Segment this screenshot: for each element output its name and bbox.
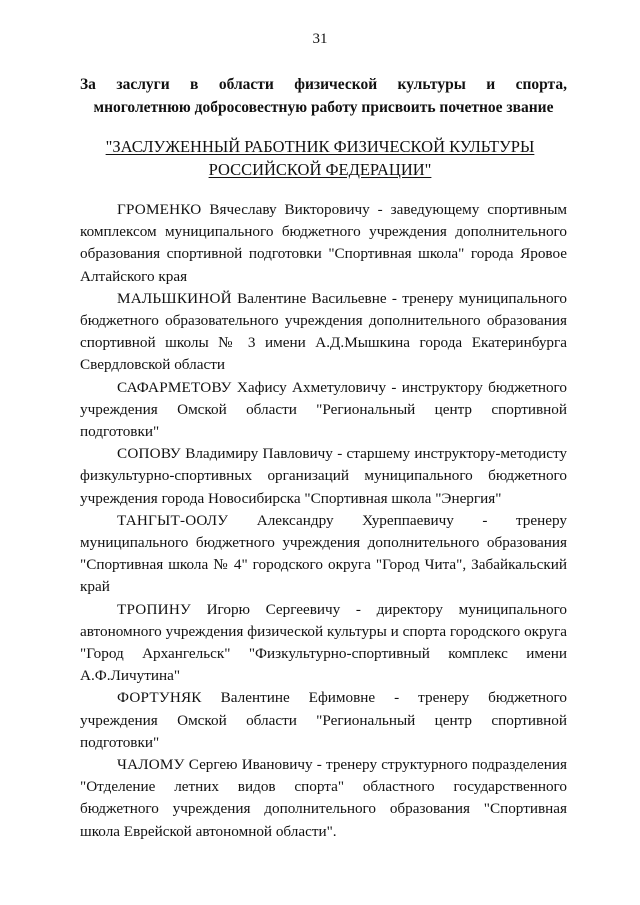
awardee-list [80, 199, 567, 843]
intro-line-2: многолетнюю добросовестную работу присвоить почетное звание [93, 99, 554, 116]
awardee-surname: МАЛЬШКИНОЙ [117, 289, 232, 307]
awardee-surname: ГРОМЕНКО [117, 201, 202, 218]
title-line-1: "ЗАСЛУЖЕННЫЙ РАБОТНИК ФИЗИЧЕСКОЙ КУЛЬТУРЫ [105, 137, 535, 156]
awardee-entry [80, 687, 567, 754]
awardee-surname: ФОРТУНЯК [117, 689, 202, 707]
awardee-surname: САФАРМЕТОВУ [117, 378, 232, 396]
awardee-details: Сергею Ивановичу - тренеру структурного подразделения "Отделение летних видов спорта" областного государственного бюджетного учреждения дополнительного образования "Спортивная школа Еврейской автономной области". [80, 756, 567, 840]
title-line-2: РОССИЙСКОЙ ФЕДЕРАЦИИ" [208, 160, 432, 179]
intro-paragraph [80, 73, 567, 119]
awardee-details: Валентине Васильевне - тренеру муниципального бюджетного образовательного учреждения дополнительного образования спортивной школы № 3 имени А.Д.Мышкина города Екатеринбурга Свердловской области [80, 289, 568, 374]
awardee-surname: ТАНГЫТ-ООЛУ [117, 511, 229, 529]
awardee-entry [80, 754, 567, 843]
awardee-surname: ЧАЛОМУ [117, 756, 185, 774]
awardee-surname: ТРОПИНУ [117, 600, 191, 618]
awardee-entry [80, 199, 567, 288]
awardee-details: Вячеславу Викторовичу - заведующему спортивным комплексом муниципального бюджетного учреждения дополнительного образования спортивной подготовки "Спортивная школа" города Яровое Алтайского края [80, 201, 568, 285]
awardee-details: Александру Хуреппаевичу - тренеру муниципального бюджетного учреждения дополнительного образования "Спортивная школа № 4" городского округа "Город Чита", Забайкальский край [80, 511, 567, 596]
page-number: 31 [312, 31, 328, 47]
honorary-title [0, 135, 640, 181]
awardee-entry [80, 377, 567, 444]
awardee-details: Игорю Сергеевичу - директору муниципального автономного учреждения физической культуры и спорта городского округа "Город Архангельск" "Физкультурно-спортивный комплекс имени А.Ф.Личутина" [80, 600, 567, 685]
awardee-entry [80, 599, 567, 688]
awardee-entry [80, 443, 567, 510]
awardee-details: Владимиру Павловичу - старшему инструктору-методисту физкультурно-спортивных организаций муниципального бюджетного учреждения города Новосибирска "Спортивная школа "Энергия" [80, 445, 568, 507]
awardee-details: Валентине Ефимовне - тренеру бюджетного учреждения Омской области "Региональный центр спортивной подготовки" [80, 689, 567, 751]
awardee-entry [80, 510, 567, 599]
intro-line-1: За заслуги в области физической культуры и спорта, [80, 76, 567, 93]
awardee-details: Хафису Ахметуловичу - инструктору бюджетного учреждения Омской области "Региональный центр спортивной подготовки" [80, 378, 568, 441]
awardee-surname: СОПОВУ [117, 445, 181, 463]
awardee-entry [80, 288, 567, 377]
